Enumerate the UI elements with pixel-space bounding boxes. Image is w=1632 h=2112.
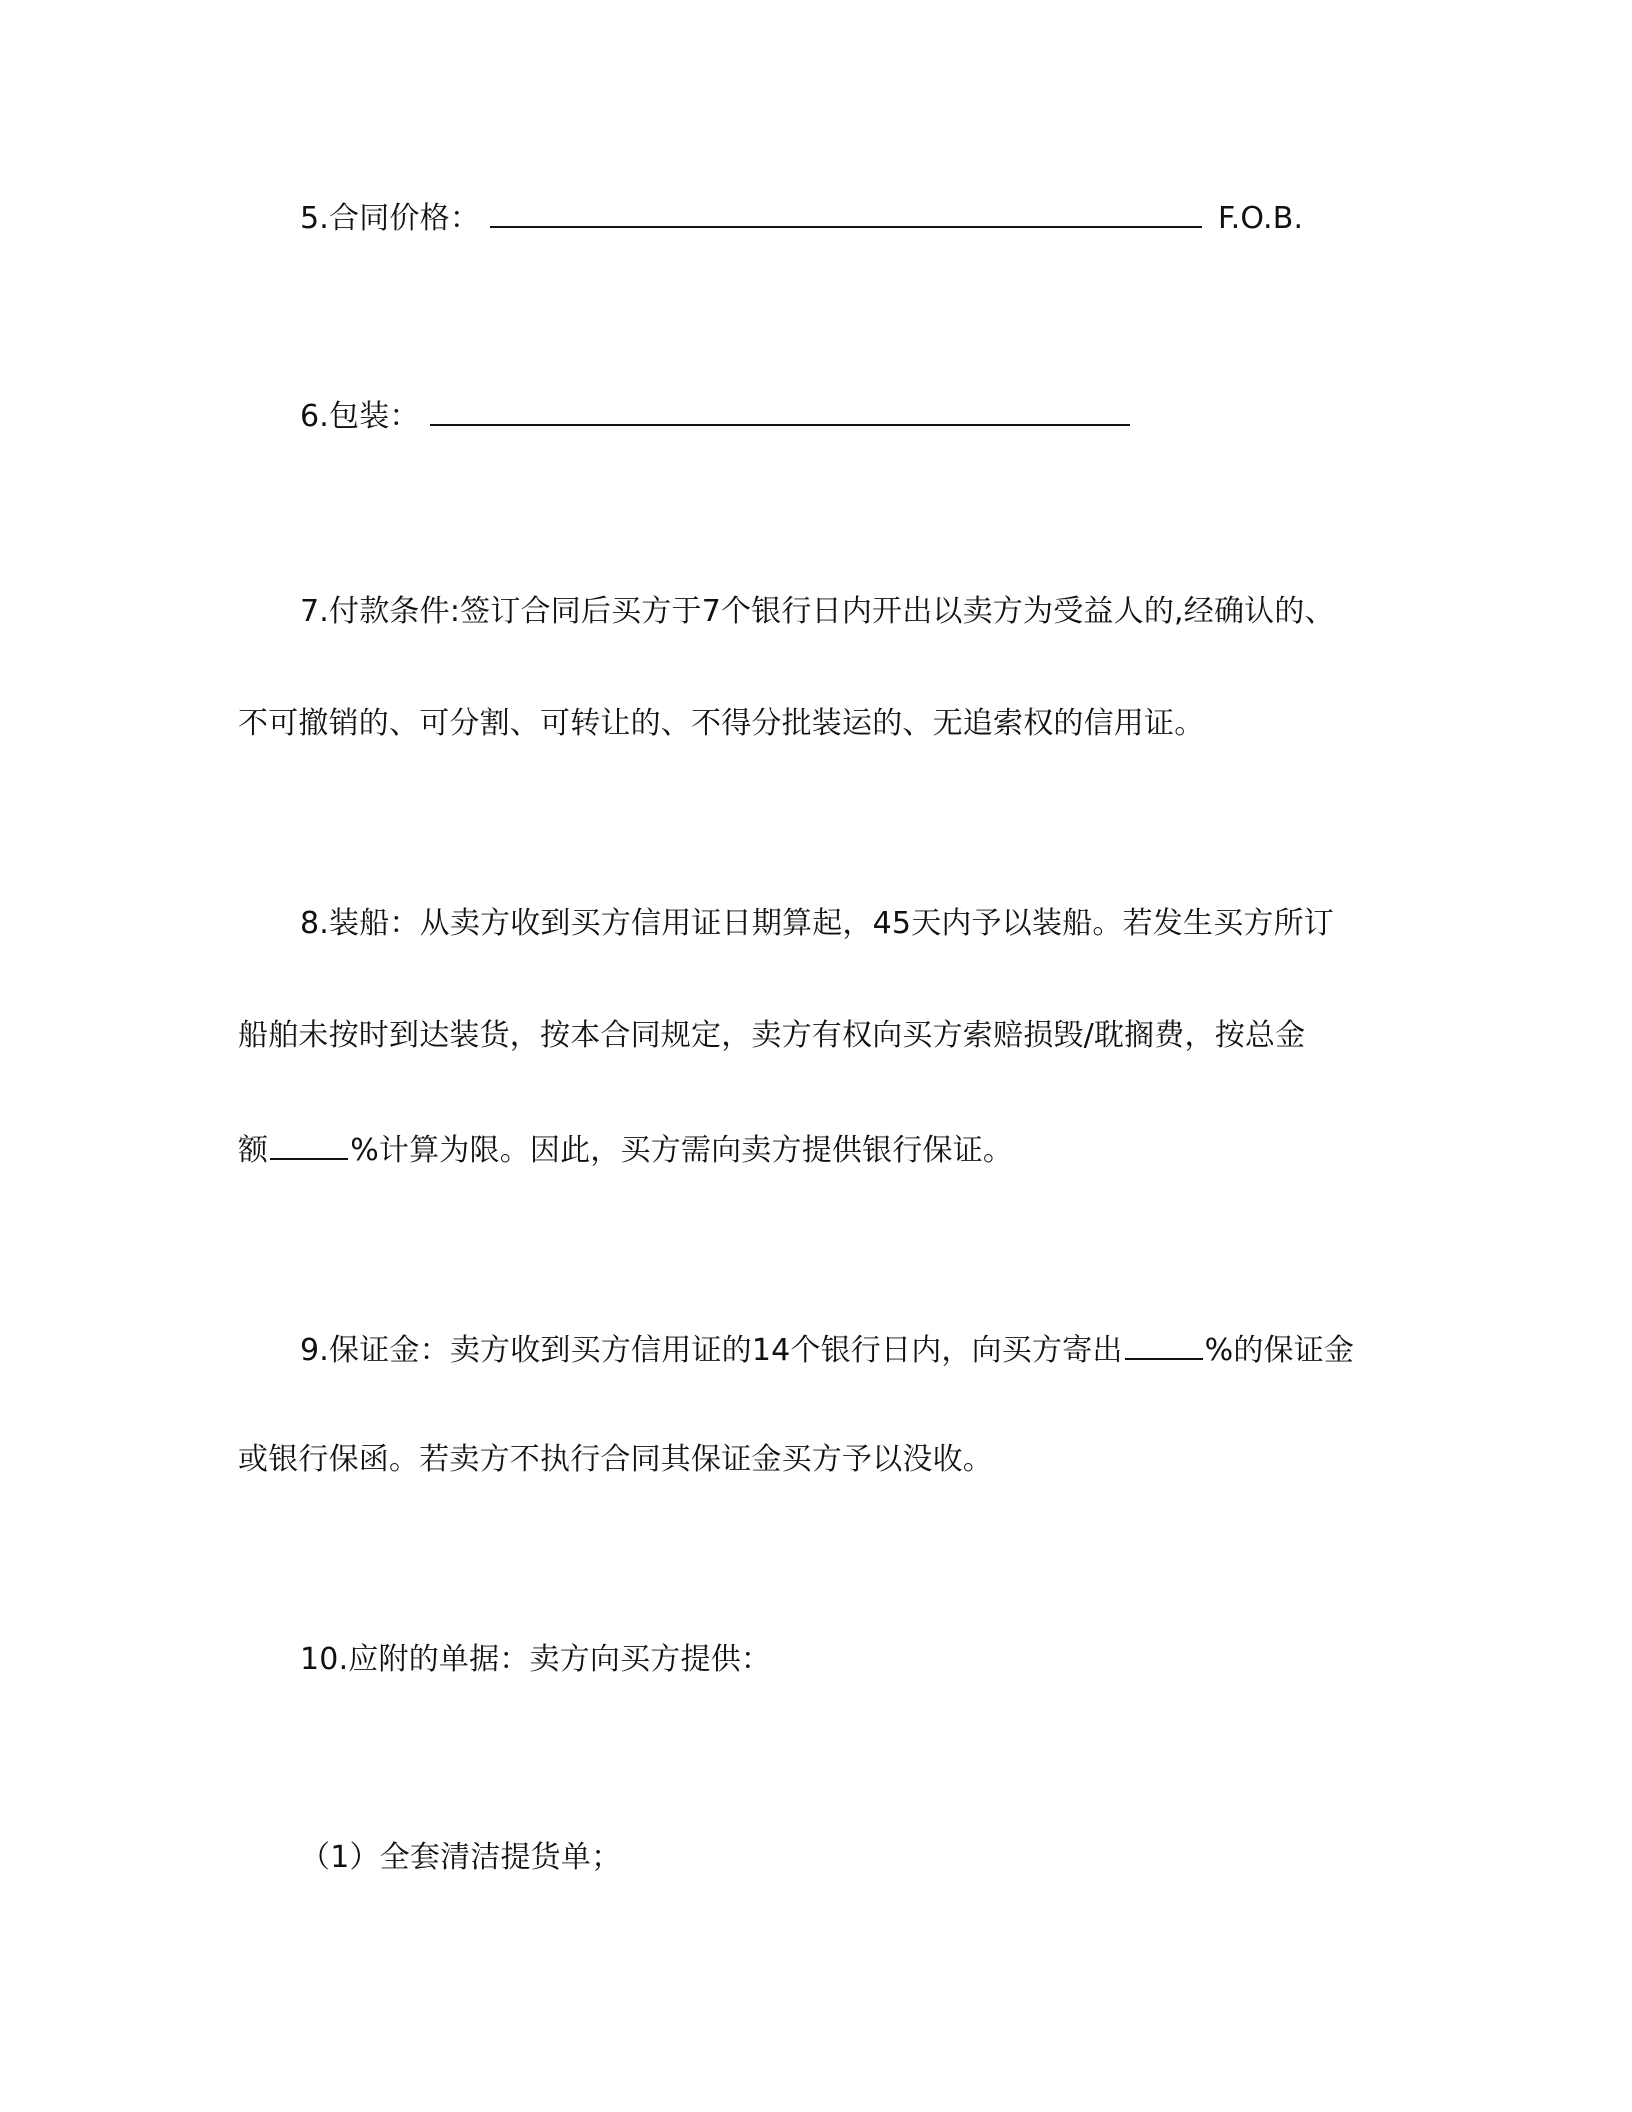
clause-5 <box>300 196 1303 239</box>
deposit-percent-blank <box>1125 1328 1203 1360</box>
clause-6 <box>300 394 1130 437</box>
compensation-percent-blank <box>270 1128 348 1160</box>
contract-price-blank <box>490 196 1202 228</box>
clause-6-label: 6.包装： <box>300 399 420 434</box>
clause-9-line-1 <box>300 1328 1354 1371</box>
clause-8-line-1: 8.装船：从卖方收到买方信用证日期算起，45天内予以装船。若发生买方所订 <box>300 906 1334 941</box>
clause-5-label: 5.合同价格： <box>300 201 481 236</box>
clause-10-heading: 10.应附的单据：卖方向买方提供： <box>300 1642 772 1677</box>
clause-8-line-2: 船舶未按时到达装货，按本合同规定，卖方有权向买方索赔损毁/耽搁费，按总金 <box>238 1018 1306 1053</box>
clause-9-line-2: 或银行保函。若卖方不执行合同其保证金买方予以没收。 <box>238 1442 993 1477</box>
packaging-blank <box>430 394 1130 426</box>
clause-9-line-1-prefix: 9.保证金：卖方收到买方信用证的14个银行日内，向买方寄出 <box>300 1333 1123 1368</box>
clause-9-line-1-suffix: %的保证金 <box>1204 1333 1355 1368</box>
clause-10-item-1: （1）全套清洁提货单； <box>300 1840 622 1875</box>
clause-7-line-2: 不可撤销的、可分割、可转让的、不得分批装运的、无追索权的信用证。 <box>238 706 1205 741</box>
clause-8-line-3-suffix: %计算为限。因此，买方需向卖方提供银行保证。 <box>350 1133 1014 1168</box>
clause-8-line-3-prefix: 额 <box>238 1133 269 1168</box>
clause-8-line-3 <box>238 1128 1013 1171</box>
clause-7-line-1: 7.付款条件:签订合同后买方于7个银行日内开出以卖方为受益人的,经确认的、 <box>300 594 1335 629</box>
clause-5-fob: F.O.B. <box>1218 201 1304 236</box>
